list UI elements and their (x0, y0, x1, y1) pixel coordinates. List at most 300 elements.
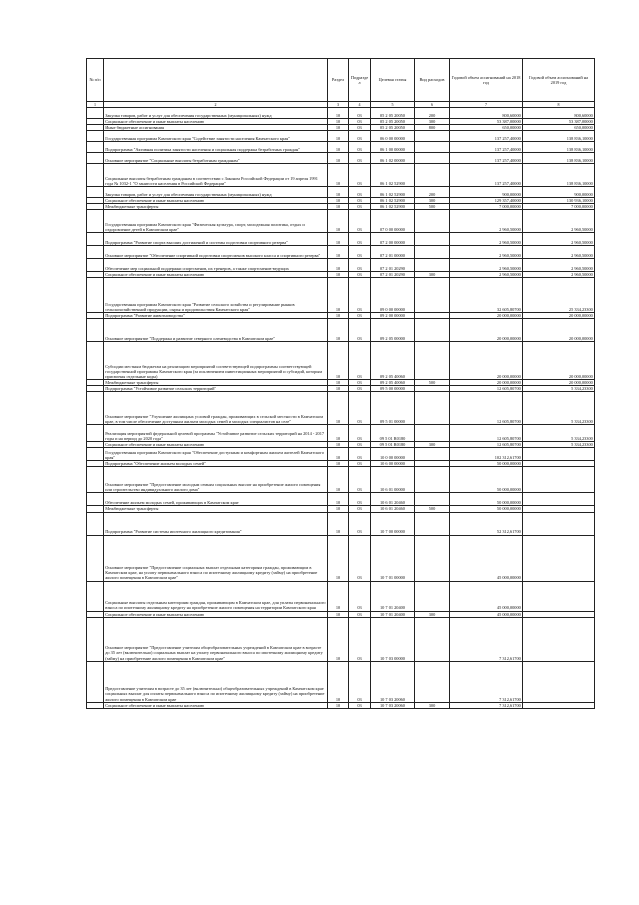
row-target-article: 06 1 02 52900 (371, 164, 415, 187)
row-name: Социальное обеспечение и иные выплаты населению (104, 198, 328, 204)
row-razdel: 10 (328, 506, 349, 512)
row-allocation-2018: 2 960,50000 (450, 246, 523, 259)
row-allocation-2018: 137 257,40000 (450, 131, 523, 142)
column-number: 6 (415, 102, 450, 108)
row-name: Реализация мероприятий федеральной целевой программы "Устойчивое развитие сельских территорий на 2014 - 2017 годы и на период до 2020 года" (104, 425, 328, 442)
row-razdel: 10 (328, 386, 349, 392)
row-razdel: 10 (328, 319, 349, 342)
row-allocation-2018: 7 312,61700 (450, 661, 523, 702)
row-razdel: 10 (328, 493, 349, 506)
row-name: Обеспечение мер социальной поддержки спортсменов, их тренеров, а также спортсменов-ведущих (104, 259, 328, 272)
row-podrazdel: 03 (349, 246, 371, 259)
column-number: 3 (328, 102, 349, 108)
row-podrazdel: 03 (349, 272, 371, 278)
row-podrazdel: 03 (349, 702, 371, 708)
column-number: 7 (450, 102, 523, 108)
row-target-article: 06 1 02 52900 (371, 198, 415, 204)
row-podrazdel: 03 (349, 661, 371, 702)
row-allocation-2019: 20 000,00000 (523, 342, 595, 380)
row-podrazdel: 03 (349, 448, 371, 461)
num-cell (87, 210, 104, 233)
table-row (87, 108, 595, 119)
row-podrazdel: 03 (349, 204, 371, 210)
row-name: Подпрограмма "Развитие спорта высших достижений и системы подготовки спортивного резерва" (104, 233, 328, 246)
row-expense-type: 200 (415, 108, 450, 119)
budget-table (86, 58, 595, 709)
row-expense-type (415, 581, 450, 611)
row-razdel: 10 (328, 119, 349, 125)
row-allocation-2018: 12 605,80700 (450, 442, 523, 448)
table-row (87, 210, 595, 233)
row-podrazdel: 03 (349, 198, 371, 204)
row-razdel: 10 (328, 661, 349, 702)
column-number: 8 (523, 102, 595, 108)
row-allocation-2018: 45 000,00000 (450, 611, 523, 617)
table-row (87, 342, 595, 380)
row-allocation-2018: 53 387,00000 (450, 119, 523, 125)
row-allocation-2018: 137 257,40000 (450, 164, 523, 187)
row-expense-type (415, 342, 450, 380)
row-expense-type (415, 164, 450, 187)
row-razdel: 10 (328, 702, 349, 708)
row-name: Социальные выплаты безработным гражданам в соответствии с Законом Российской Федерации от 19 апреля 1991 года № 1032-1 "О занятости населения в Российской Федерации" (104, 164, 328, 187)
row-razdel: 10 (328, 278, 349, 313)
row-allocation-2018: 2 960,50000 (450, 210, 523, 233)
table-row (87, 392, 595, 425)
row-podrazdel: 03 (349, 233, 371, 246)
row-target-article: 10 6 01 00000 (371, 467, 415, 493)
row-allocation-2019 (523, 512, 595, 535)
row-target-article: 05 2 05 20050 (371, 125, 415, 131)
row-allocation-2018: 45 000,00000 (450, 535, 523, 581)
row-target-article: 10 0 00 00000 (371, 448, 415, 461)
row-name: Предоставление учителям в возрасте до 35 лет (включительно) общеобразовательных учреждений в Камчатском крае социальных выплат для оплаты первоначального взноса по ипотечному жилищному кредиту (займу) на приобретение жилого помещения в Камчатском крае (104, 661, 328, 702)
row-podrazdel: 03 (349, 512, 371, 535)
num-cell (87, 493, 104, 506)
row-expense-type: 300 (415, 611, 450, 617)
row-expense-type (415, 246, 450, 259)
row-name: Государственная программа Камчатского края "Физическая культура, спорт, молодежная политика, отдых и оздоровление детей в Камчатском крае" (104, 210, 328, 233)
num-cell (87, 131, 104, 142)
num-cell (87, 259, 104, 272)
row-expense-type (415, 392, 450, 425)
row-target-article: 06 1 02 00000 (371, 153, 415, 164)
header-allocation-2019: Годовой объем ассигнований на 2019 год (523, 59, 595, 102)
row-target-article: 07 2 01 00000 (371, 246, 415, 259)
row-target-article: 10 6 00 00000 (371, 461, 415, 467)
row-podrazdel: 03 (349, 131, 371, 142)
table-row (87, 425, 595, 442)
row-name: Межбюджетные трансферты (104, 204, 328, 210)
row-allocation-2018: 2 960,50000 (450, 272, 523, 278)
row-name: Социальное обеспечение и иные выплаты населению (104, 702, 328, 708)
row-podrazdel: 03 (349, 535, 371, 581)
row-podrazdel: 03 (349, 611, 371, 617)
row-allocation-2019: 5 334,23300 (523, 425, 595, 442)
column-number: 1 (87, 102, 104, 108)
row-allocation-2018: 7 312,61700 (450, 617, 523, 661)
num-cell (87, 661, 104, 702)
row-allocation-2019: 138 836,10000 (523, 131, 595, 142)
row-podrazdel: 03 (349, 392, 371, 425)
row-target-article: 05 2 05 20050 (371, 119, 415, 125)
row-target-article: 06 0 00 00000 (371, 131, 415, 142)
num-cell (87, 142, 104, 153)
row-podrazdel: 03 (349, 493, 371, 506)
row-allocation-2019 (523, 581, 595, 611)
header-target-article: Целевая статья (371, 59, 415, 102)
row-razdel: 10 (328, 611, 349, 617)
table-row (87, 319, 595, 342)
row-name: Основное мероприятие "Социальные выплаты безработным гражданам" (104, 153, 328, 164)
row-expense-type (415, 617, 450, 661)
num-cell (87, 246, 104, 259)
row-name: Межбюджетные трансферты (104, 506, 328, 512)
row-razdel: 10 (328, 153, 349, 164)
table-row (87, 661, 595, 702)
row-allocation-2019 (523, 535, 595, 581)
row-podrazdel: 03 (349, 278, 371, 313)
row-podrazdel: 03 (349, 581, 371, 611)
row-razdel: 10 (328, 512, 349, 535)
table-row (87, 512, 595, 535)
row-allocation-2018: 12 605,80700 (450, 425, 523, 442)
row-name: Подпрограмма "Устойчивое развитие сельских территорий" (104, 386, 328, 392)
table-row (87, 581, 595, 611)
row-target-article: 10 7 01 00000 (371, 535, 415, 581)
row-razdel: 10 (328, 210, 349, 233)
table-row (87, 493, 595, 506)
row-name: Основное мероприятие "Улучшение жилищных условий граждан, проживающих в сельской местности в Камчатском крае, в том числе обеспечение доступным жильем молодых семей и молодых специалистов на селе" (104, 392, 328, 425)
header-razdel: Раздел (328, 59, 349, 102)
row-allocation-2018: 50 000,00000 (450, 467, 523, 493)
row-target-article: 07 2 00 00000 (371, 233, 415, 246)
row-allocation-2018: 12 605,80700 (450, 392, 523, 425)
row-allocation-2019: 7 000,00000 (523, 204, 595, 210)
table-row (87, 131, 595, 142)
row-expense-type (415, 259, 450, 272)
row-allocation-2018: 32 605,80700 (450, 278, 523, 313)
row-allocation-2018: 650,00000 (450, 125, 523, 131)
num-cell (87, 319, 104, 342)
row-name: Основное мероприятие "Предоставление молодым семьям социальных выплат на приобретение жилого помещения или строительство индивидуального жилого дома" (104, 467, 328, 493)
num-cell (87, 392, 104, 425)
row-expense-type (415, 535, 450, 581)
row-name: Подпрограмма "Развитие системы ипотечного жилищного кредитования" (104, 512, 328, 535)
row-expense-type: 300 (415, 702, 450, 708)
row-expense-type (415, 512, 450, 535)
row-razdel: 10 (328, 142, 349, 153)
num-cell (87, 702, 104, 708)
row-razdel: 10 (328, 259, 349, 272)
table-row (87, 535, 595, 581)
table-body (87, 108, 595, 709)
row-target-article: 06 1 02 52900 (371, 187, 415, 198)
table-row (87, 164, 595, 187)
row-allocation-2018: 7 000,00000 (450, 204, 523, 210)
row-expense-type (415, 448, 450, 461)
row-expense-type: 300 (415, 442, 450, 448)
row-razdel: 10 (328, 164, 349, 187)
row-target-article: 09 2 00 00000 (371, 313, 415, 319)
num-cell (87, 278, 104, 313)
row-podrazdel: 03 (349, 380, 371, 386)
row-allocation-2019 (523, 702, 595, 708)
row-allocation-2018: 800,60000 (450, 108, 523, 119)
row-podrazdel: 03 (349, 108, 371, 119)
row-target-article: 06 1 02 52900 (371, 204, 415, 210)
row-allocation-2018: 2 960,50000 (450, 259, 523, 272)
table-header (87, 59, 595, 108)
row-expense-type (415, 661, 450, 702)
table-row (87, 153, 595, 164)
row-expense-type: 200 (415, 187, 450, 198)
row-allocation-2019: 25 334,23300 (523, 278, 595, 313)
row-allocation-2018: 102 312,61700 (450, 448, 523, 461)
row-expense-type: 300 (415, 198, 450, 204)
row-allocation-2019: 800,60000 (523, 108, 595, 119)
row-allocation-2019: 2 960,50000 (523, 259, 595, 272)
row-name: Социальное обеспечение и иные выплаты населению (104, 611, 328, 617)
row-allocation-2019: 20 000,00000 (523, 380, 595, 386)
row-target-article: 10 7 01 20400 (371, 581, 415, 611)
row-name: Основное мероприятие "Поддержка и развитие северного оленеводства в Камчатском крае" (104, 319, 328, 342)
row-allocation-2019: 138 836,10000 (523, 164, 595, 187)
row-name: Закупка товаров, работ и услуг для обеспечения государственных (муниципальных) нужд (104, 187, 328, 198)
row-allocation-2018: 129 357,40000 (450, 198, 523, 204)
header-podrazdel: Подраздел (349, 59, 371, 102)
row-razdel: 10 (328, 535, 349, 581)
table-row (87, 246, 595, 259)
row-podrazdel: 03 (349, 125, 371, 131)
row-name: Обеспечение жильем молодых семей, проживающих в Камчатском крае (104, 493, 328, 506)
table-row (87, 617, 595, 661)
row-allocation-2019: 5 334,23300 (523, 386, 595, 392)
row-razdel: 10 (328, 204, 349, 210)
row-allocation-2019: 5 334,23300 (523, 392, 595, 425)
row-target-article: 09 0 00 00000 (371, 278, 415, 313)
row-podrazdel: 03 (349, 319, 371, 342)
row-target-article: 10 7 03 20060 (371, 702, 415, 708)
row-allocation-2019: 2 960,50000 (523, 233, 595, 246)
row-expense-type (415, 425, 450, 442)
table-row (87, 467, 595, 493)
table-row (87, 187, 595, 198)
num-cell (87, 448, 104, 461)
row-name: Социальные выплаты отдельным категориям граждан, проживающим в Камчатском крае, для уплаты первоначального взноса по ипотечному жилищному кредиту на приобретение жилого помещения на территории Камчатского края (104, 581, 328, 611)
column-number: 2 (104, 102, 328, 108)
row-allocation-2018: 12 605,80700 (450, 386, 523, 392)
row-razdel: 10 (328, 233, 349, 246)
num-cell (87, 164, 104, 187)
table-row (87, 142, 595, 153)
row-allocation-2019: 130 936,10000 (523, 198, 595, 204)
row-razdel: 10 (328, 198, 349, 204)
column-number: 4 (349, 102, 371, 108)
header-expense-type: Вид расходов (415, 59, 450, 102)
num-cell (87, 535, 104, 581)
row-target-article: 10 7 01 20400 (371, 611, 415, 617)
budget-table-sheet (86, 58, 594, 709)
row-allocation-2018: 50 000,00000 (450, 506, 523, 512)
row-razdel: 10 (328, 131, 349, 142)
row-allocation-2019: 53 387,00000 (523, 119, 595, 125)
row-podrazdel: 03 (349, 467, 371, 493)
row-allocation-2019: 138 836,10000 (523, 153, 595, 164)
row-podrazdel: 03 (349, 164, 371, 187)
row-podrazdel: 03 (349, 342, 371, 380)
row-expense-type (415, 142, 450, 153)
row-allocation-2018: 20 000,00000 (450, 342, 523, 380)
row-razdel: 10 (328, 342, 349, 380)
row-name: Межбюджетные трансферты (104, 380, 328, 386)
row-allocation-2018: 2 960,50000 (450, 233, 523, 246)
row-name: Социальное обеспечение и иные выплаты населению (104, 272, 328, 278)
row-expense-type (415, 131, 450, 142)
table-row (87, 233, 595, 246)
table-row (87, 448, 595, 461)
num-cell (87, 425, 104, 442)
num-cell (87, 108, 104, 119)
row-podrazdel: 03 (349, 153, 371, 164)
row-allocation-2018: 137 257,40000 (450, 153, 523, 164)
row-expense-type: 500 (415, 204, 450, 210)
row-target-article: 10 6 01 20460 (371, 493, 415, 506)
row-expense-type (415, 233, 450, 246)
row-allocation-2018: 137 257,40000 (450, 142, 523, 153)
row-allocation-2018: 20 000,00000 (450, 313, 523, 319)
row-target-article: 06 1 00 00000 (371, 142, 415, 153)
row-expense-type: 300 (415, 272, 450, 278)
row-target-article: 09 5 01 R0180 (371, 425, 415, 442)
row-target-article: 09 2 05 40060 (371, 380, 415, 386)
row-allocation-2019 (523, 617, 595, 661)
row-allocation-2019 (523, 448, 595, 461)
header-name (104, 59, 328, 102)
row-name: Подпрограмма "Развитие животноводства" (104, 313, 328, 319)
row-razdel: 10 (328, 272, 349, 278)
num-cell (87, 233, 104, 246)
row-razdel: 10 (328, 380, 349, 386)
row-name: Подпрограмма "Обеспечение жильем молодых семей" (104, 461, 328, 467)
row-allocation-2019: 2 960,50000 (523, 246, 595, 259)
row-podrazdel: 03 (349, 386, 371, 392)
header-number: № п/п (87, 59, 104, 102)
row-target-article: 07 2 01 20290 (371, 272, 415, 278)
row-expense-type (415, 493, 450, 506)
num-cell (87, 187, 104, 198)
table-row (87, 278, 595, 313)
row-podrazdel: 03 (349, 259, 371, 272)
header-allocation-2018: Годовой объем ассигнований на 2018 год (450, 59, 523, 102)
row-allocation-2019 (523, 661, 595, 702)
row-razdel: 10 (328, 617, 349, 661)
table-row (87, 702, 595, 708)
row-expense-type (415, 210, 450, 233)
row-name: Основное мероприятие "Предоставление социальных выплат отдельным категориям граждан, проживающим в Камчатском крае, на уплату первоначального взноса по ипотечному жилищному кредиту (займу) на приобретение жилого помещения в Камчатском крае" (104, 535, 328, 581)
row-allocation-2018: 7 312,61700 (450, 702, 523, 708)
row-razdel: 10 (328, 425, 349, 442)
num-cell (87, 512, 104, 535)
row-allocation-2019: 20 000,00000 (523, 313, 595, 319)
row-razdel: 10 (328, 467, 349, 493)
row-razdel: 10 (328, 442, 349, 448)
row-allocation-2019: 138 836,10000 (523, 142, 595, 153)
row-allocation-2019: 5 334,23300 (523, 442, 595, 448)
row-target-article: 07 0 00 00000 (371, 210, 415, 233)
row-expense-type (415, 278, 450, 313)
row-expense-type (415, 319, 450, 342)
column-number: 5 (371, 102, 415, 108)
num-cell (87, 467, 104, 493)
row-name: Государственная программа Камчатского края "Развитие сельского хозяйства и регулирование рынков сельскохозяйственной продукции, сырья и продовольствия Камчатского края" (104, 278, 328, 313)
row-expense-type: 800 (415, 125, 450, 131)
row-expense-type: 300 (415, 119, 450, 125)
row-name: Закупка товаров, работ и услуг для обеспечения государственных (муниципальных) нужд (104, 108, 328, 119)
row-podrazdel: 03 (349, 425, 371, 442)
row-razdel: 10 (328, 392, 349, 425)
row-podrazdel: 03 (349, 506, 371, 512)
num-cell (87, 342, 104, 380)
row-razdel: 10 (328, 581, 349, 611)
row-allocation-2018: 20 000,00000 (450, 319, 523, 342)
row-podrazdel: 03 (349, 461, 371, 467)
row-name: Субсидии местным бюджетам на реализацию мероприятий соответствующей подпрограммы соответствующей государственной программы Камчатского края (за исключением инвестиционных мероприятий и субсидий, которым присвоены отдельные коды) (104, 342, 328, 380)
row-podrazdel: 03 (349, 119, 371, 125)
row-allocation-2018: 45 000,00000 (450, 581, 523, 611)
row-allocation-2019: 900,00000 (523, 187, 595, 198)
row-allocation-2018: 900,00000 (450, 187, 523, 198)
row-allocation-2018: 50 000,00000 (450, 461, 523, 467)
row-podrazdel: 03 (349, 617, 371, 661)
row-target-article: 09 5 01 R0180 (371, 442, 415, 448)
row-target-article: 10 6 01 20460 (371, 506, 415, 512)
row-allocation-2019: 2 960,50000 (523, 272, 595, 278)
row-allocation-2019: 2 960,50000 (523, 210, 595, 233)
row-razdel: 10 (328, 448, 349, 461)
row-allocation-2019 (523, 467, 595, 493)
row-razdel: 10 (328, 108, 349, 119)
table-row (87, 259, 595, 272)
row-target-article: 10 7 03 00000 (371, 617, 415, 661)
num-cell (87, 581, 104, 611)
row-target-article: 05 2 05 20050 (371, 108, 415, 119)
row-allocation-2018: 50 000,00000 (450, 493, 523, 506)
row-razdel: 10 (328, 125, 349, 131)
row-razdel: 10 (328, 461, 349, 467)
row-expense-type: 500 (415, 380, 450, 386)
row-allocation-2018: 52 312,61700 (450, 512, 523, 535)
row-allocation-2019: 20 000,00000 (523, 319, 595, 342)
row-name: Основное мероприятие "Обеспечение спортивной подготовки спортсменов высокого класса и спортивного резерва" (104, 246, 328, 259)
row-name: Социальное обеспечение и иные выплаты населению (104, 442, 328, 448)
row-target-article: 10 7 03 20060 (371, 661, 415, 702)
row-target-article: 09 5 01 00000 (371, 392, 415, 425)
row-name: Подпрограмма "Активная политика занятости населения и социальная поддержка безработных граждан" (104, 142, 328, 153)
row-razdel: 10 (328, 187, 349, 198)
num-cell (87, 617, 104, 661)
row-allocation-2019: 650,00000 (523, 125, 595, 131)
row-podrazdel: 03 (349, 187, 371, 198)
row-podrazdel: 03 (349, 142, 371, 153)
row-target-article: 10 7 00 00000 (371, 512, 415, 535)
row-razdel: 10 (328, 313, 349, 319)
row-expense-type (415, 153, 450, 164)
row-expense-type: 500 (415, 506, 450, 512)
row-name: Иные бюджетные ассигнования (104, 125, 328, 131)
row-name: Государственная программа Камчатского края "Содействие занятости населения Камчатского края" (104, 131, 328, 142)
row-podrazdel: 03 (349, 442, 371, 448)
